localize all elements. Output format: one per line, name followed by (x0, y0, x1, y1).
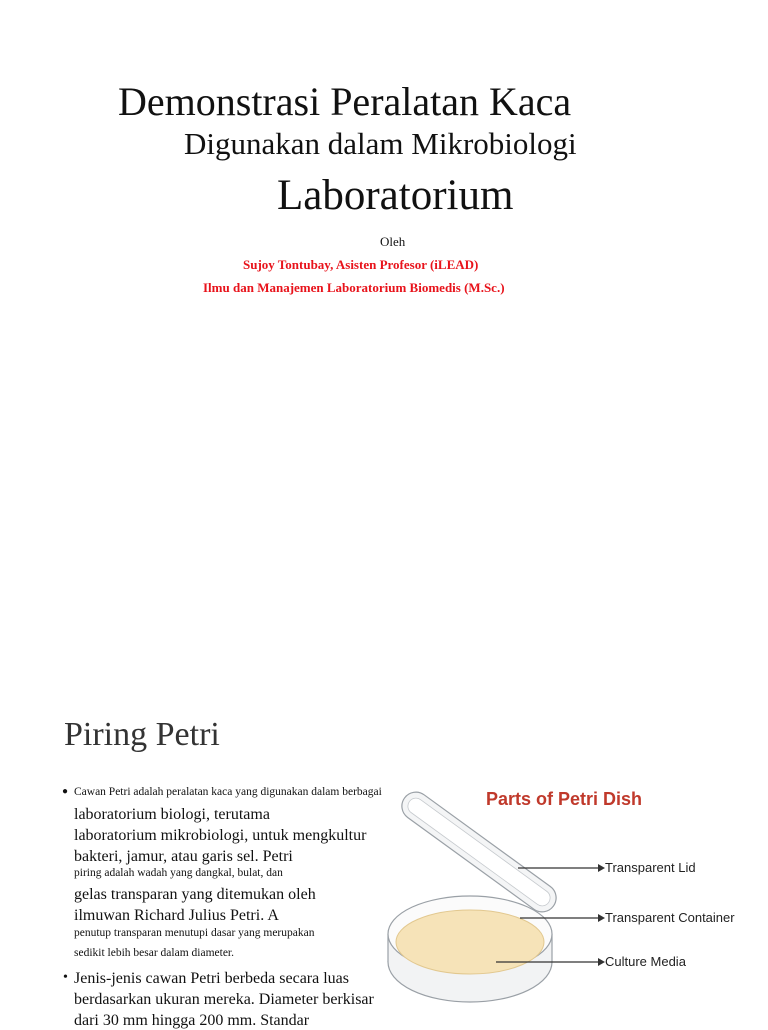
bullet1-line: piring adalah wadah yang dangkal, bulat, dan (74, 867, 283, 879)
title-line-1: Demonstrasi Peralatan Kaca (118, 79, 572, 124)
bullet-marker: ● (62, 786, 69, 797)
bullet1-line: gelas transparan yang ditemukan oleh (74, 886, 316, 903)
title-line-3: Laboratorium (277, 172, 514, 219)
bullet1-line: Cawan Petri adalah peralatan kaca yang digunakan dalam berbagai (74, 786, 382, 798)
bullet1-line: ilmuwan Richard Julius Petri. A (74, 907, 279, 924)
title-line-2: Digunakan dalam Mikrobiologi (184, 126, 577, 161)
bullet1-line: bakteri, jamur, atau garis sel. Petri (74, 848, 293, 865)
bullet2-line: dari 30 mm hingga 200 mm. Standar (74, 1012, 310, 1029)
bullet2-line: berdasarkan ukuran mereka. Diameter berkisar (74, 991, 374, 1008)
label-transparent-container: Transparent Container (605, 910, 735, 925)
bullet1-line: penutup transparan menutupi dasar yang merupakan (74, 927, 315, 939)
author-affiliation: Ilmu dan Manajemen Laboratorium Biomedis (M.Sc.) (203, 280, 505, 295)
by-label: Oleh (380, 234, 406, 249)
label-culture-media: Culture Media (605, 954, 686, 969)
petri-dish-illustration (386, 782, 768, 1024)
bullet1-line: laboratorium biologi, terutama (74, 806, 270, 823)
section-title: Piring Petri (64, 716, 220, 753)
petri-dish-figure (386, 782, 768, 1024)
author-name: Sujoy Tontubay, Asisten Profesor (iLEAD) (243, 257, 479, 272)
figure-title: Parts of Petri Dish (486, 789, 643, 809)
label-transparent-lid: Transparent Lid (605, 860, 696, 875)
bullet1-line: sedikit lebih besar dalam diameter. (74, 947, 234, 959)
bullet1-line: laboratorium mikrobiologi, untuk mengkultur (74, 827, 367, 844)
bullet-marker: • (63, 970, 68, 985)
bullet2-line: Jenis-jenis cawan Petri berbeda secara luas (74, 970, 349, 987)
